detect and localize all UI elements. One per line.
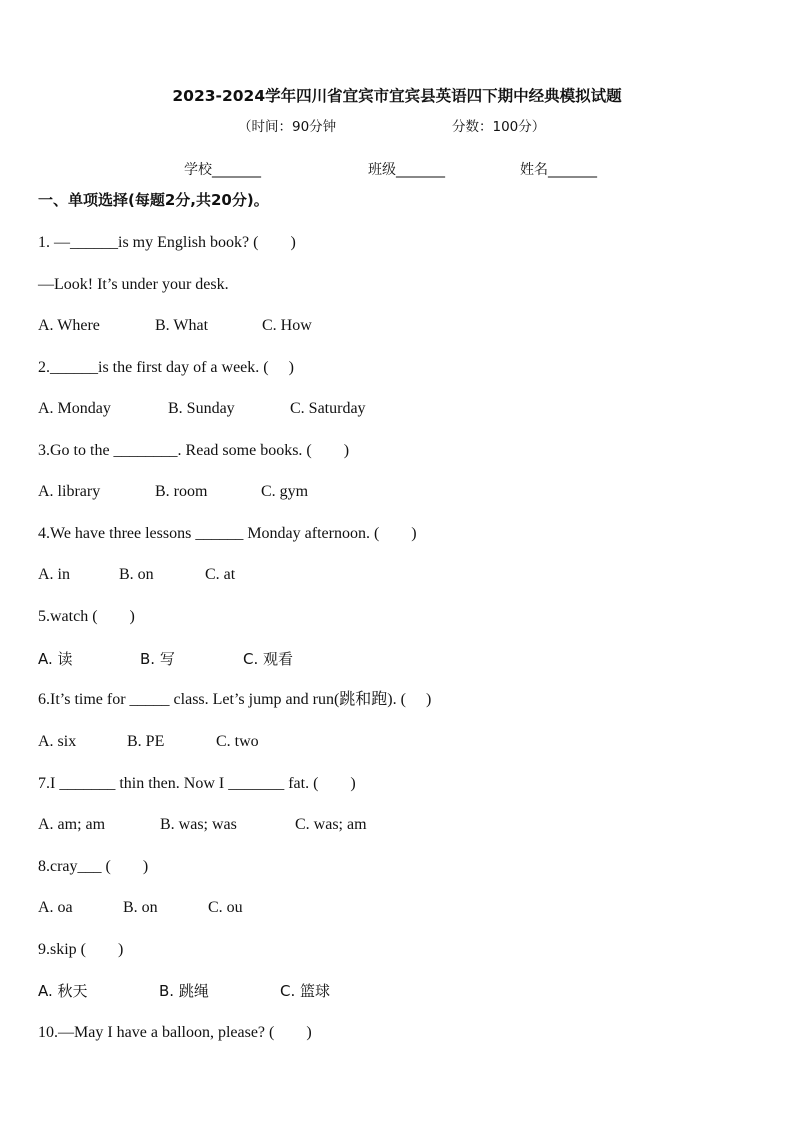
question-stem: 7.I _______ thin then. Now I _______ fat. ( ) <box>38 775 356 792</box>
option-a: A. Monday <box>38 400 111 417</box>
class-field: 班级_______ <box>368 162 445 178</box>
option-c: C. at <box>205 566 236 583</box>
option-a: A. in <box>38 566 70 583</box>
exam-title: 2023-2024学年四川省宜宾市宜宾县英语四下期中经典模拟试题 <box>172 87 622 105</box>
question-stem: 3.Go to the ________. Read some books. ( ) <box>38 442 350 459</box>
option-a: A. oa <box>38 899 73 916</box>
option-b: B. 跳绳 <box>159 982 209 1000</box>
question-stem: 2.______is the first day of a week. ( ) <box>38 359 294 376</box>
question-stem: 10.—May I have a balloon, please? ( ) <box>38 1024 312 1041</box>
option-a: A. am; am <box>38 816 106 833</box>
question-stem: 5.watch ( ) <box>38 608 135 625</box>
option-b: B. on <box>123 899 158 916</box>
option-a: A. six <box>38 733 77 750</box>
option-c: C. was; am <box>295 816 367 833</box>
school-field: 学校_______ <box>184 162 261 178</box>
option-c: C. two <box>216 733 259 750</box>
option-b: B. was; was <box>160 816 237 833</box>
option-c: C. 观看 <box>243 650 294 668</box>
option-c: C. gym <box>261 483 309 500</box>
question-stem: 8.cray___ ( ) <box>38 858 149 875</box>
question-stem: 6.It’s time for _____ class. Let’s jump and run(跳和跑). ( ) <box>38 691 432 708</box>
option-b: B. on <box>119 566 154 583</box>
option-a: A. 秋天 <box>38 982 88 1000</box>
option-b: B. What <box>155 317 209 334</box>
option-b: B. 写 <box>140 650 175 668</box>
section-title: 一、单项选择(每题2分,共20分)。 <box>38 191 269 209</box>
question-stem: 4.We have three lessons ______ Monday afternoon. ( ) <box>38 525 417 542</box>
option-b: B. room <box>155 483 208 500</box>
exam-score: 分数：100分） <box>452 119 546 135</box>
option-b: B. Sunday <box>168 400 235 417</box>
option-a: A. library <box>38 483 101 500</box>
option-a: A. Where <box>38 317 100 334</box>
option-c: C. Saturday <box>290 400 366 417</box>
question-extra-line: —Look! It’s under your desk. <box>38 276 229 293</box>
name-field: 姓名_______ <box>520 162 597 178</box>
question-stem: 9.skip ( ) <box>38 941 124 958</box>
option-a: A. 读 <box>38 650 73 668</box>
option-b: B. PE <box>127 733 165 750</box>
option-c: C. 篮球 <box>280 982 331 1000</box>
question-stem: 1. —______is my English book? ( ) <box>38 234 296 251</box>
option-c: C. How <box>262 317 312 334</box>
exam-time: （时间：90分钟 <box>238 119 337 135</box>
option-c: C. ou <box>208 899 243 916</box>
